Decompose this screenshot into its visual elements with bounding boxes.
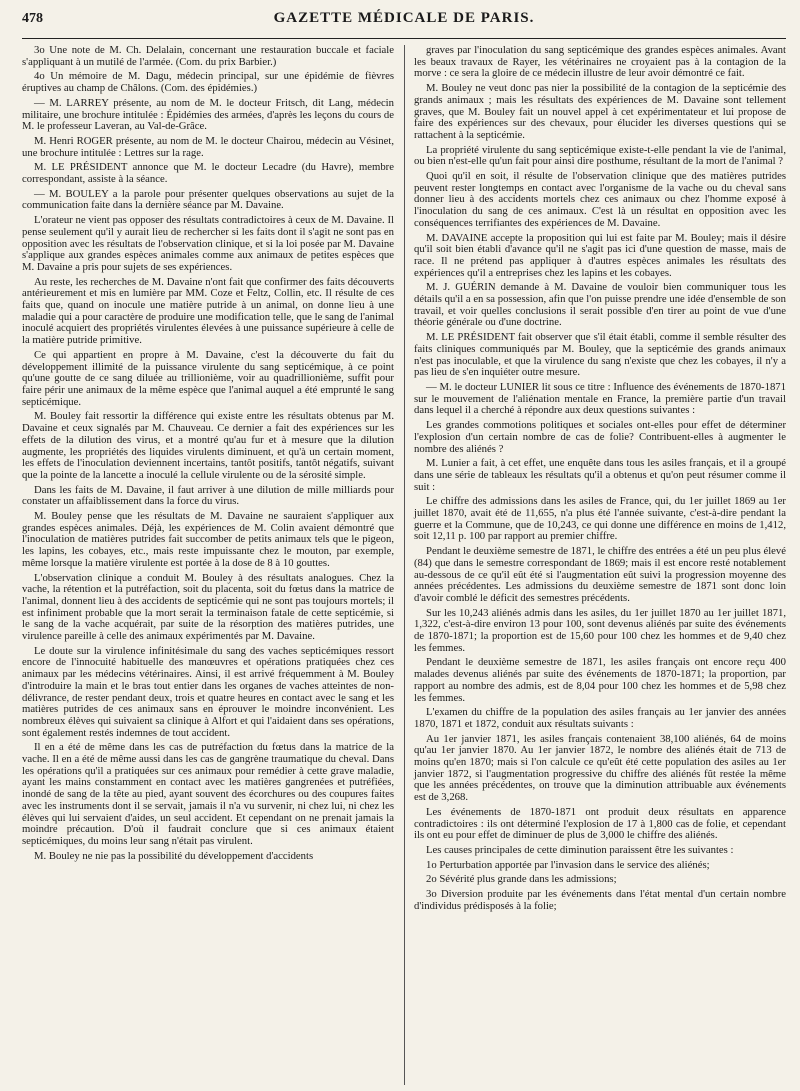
journal-title: GAZETTE MÉDICALE DE PARIS. — [273, 10, 535, 26]
paragraph: Quoi qu'il en soit, il résulte de l'observation clinique que des matières putrides peuvent rester longtemps en contact avec l'organisme de la vache ou du cheval sans donner lieu à des accidents mortels chez ces animaux ou chez l'homme exposé à l'inoculation du sang de ces animaux. C'est là un résultat en opposition avec les conséquences terrifiantes des expériences de M. Davaine. — [414, 170, 786, 229]
paragraph: M. Lunier a fait, à cet effet, une enquête dans tous les asiles français, et il a groupé dans une série de tableaux les résultats qu'il a obtenus et qu'on peut résumer comme il suit : — [414, 457, 786, 493]
paragraph: Le chiffre des admissions dans les asiles de France, qui, du 1er juillet 1869 au 1er juillet 1870, avait été de 11,655, n'a plus été l'année suivante, c'est-à-dire pendant la guerre et la Commune, que de 10,243, ce qui donne une différence en moins de 1,412, soit 12,11 p. 100 par rapport au premier chiffre. — [414, 495, 786, 543]
paragraph: M. Bouley ne veut donc pas nier la possibilité de la contagion de la septicémie des grands animaux ; mais les résultats des expériences de M. Davaine sont tellement graves, que M. Bouley fait un nouvel appel à cet expérimentateur et lui propose de faire des expériences sur des chevaux, pour élucider les diverses questions qui se rattachent à la septicémie. — [414, 82, 786, 141]
paragraph: Au 1er janvier 1871, les asiles français contenaient 38,100 aliénés, 64 de moins qu'au 1er janvier 1870. Au 1er janvier 1872, le nombre des aliénés était de 713 de moins qu'en 1870; mais si l'on calcule ce qu'eût été cette population des asiles au 1er janvier 1872, si l'augmentation progressive du chiffre des aliénés fût restée la même que les années précédentes, on trouve que la diminution attribuable aux événements est de 3,268. — [414, 732, 786, 804]
paragraph: 1o Perturbation apportée par l'invasion dans le service des aliénés; — [426, 858, 710, 871]
paragraph: M. DAVAINE accepte la proposition qui lui est faite par M. Bouley; mais il désire qu'il soit bien établi d'avance qu'il ne s'agit pas ici d'une question de masse, mais de race. Il ne prétend pas appliquer à d'autres espèces animales les résultats des expériences qu'il a entreprises chez les lapins et les cobayes. — [414, 231, 786, 279]
paragraph: 3o Diversion produite par les événements dans l'état mental d'un certain nombre d'individus prédisposés à la folie; — [414, 888, 786, 912]
header-rule — [22, 38, 786, 39]
text-columns — [22, 45, 786, 1085]
paragraph: La propriété virulente du sang septicémique existe-t-elle pendant la vie de l'animal, ou bien n'est-elle qu'un fait pour ainsi dire posthume, résultant de la mort de l'animal ? — [414, 143, 786, 168]
paragraph: Pendant le deuxième semestre de 1871, les asiles français ont encore reçu 400 malades devenus aliénés par suite des événements de 1870-1871; la proportion, par rapport au nombre des admis, est de 8,04 pour 100 chez les hommes et de 5,98 chez les femmes. — [414, 656, 786, 704]
paragraph: M. Bouley fait ressortir la différence qui existe entre les résultats obtenus par M. Davaine et ceux signalés par M. Chauveau. Ce dernier a fait des expériences sur les effets de la dilution des virus, et a montré qu'au fur et à mesure que la dilution augmente, les propriétés des liquides virulents diminuent, et qu'à un certain moment, les effets de l'inoculation deviennent incertains, tantôt positifs, tantôt négatifs, suivant que la pointe de la lancette a inoculé la cellule virulente ou de la sérosité simple. — [22, 410, 394, 481]
paragraph: Les événements de 1870-1871 ont produit deux résultats en apparence contradictoires : ils ont déterminé l'explosion de 17 à 1,800 cas de folie, et cependant ils ont eu pour effet de diminuer de plus de 3,000 le chiffre des aliénés. — [414, 805, 786, 842]
paragraph: M. LE PRÉSIDENT fait observer que s'il était établi, comme il semble résulter des faits cliniques communiqués par M. Bouley, que la septicémie des grands animaux n'est pas inoculable, et que la virulence du sang n'existe que chez les cobayes, il n'y a pas lieu de s'en inquiéter outre mesure. — [414, 331, 786, 379]
paragraph: L'examen du chiffre de la population des asiles français au 1er janvier des années 1870, 1871 et 1872, conduit aux résultats suivants : — [414, 706, 786, 730]
paragraph: Le doute sur la virulence infinitésimale du sang des vaches septicémiques ressort encore de l'innocuité habituelle des manœuvres et opérations pratiquées chez ces animaux par les médecins vétérinaires. Ainsi, il est arrivé fréquemment à M. Bouley d'introduire la main et le bras tout entier dans les organes de vaches atteintes de non-délivrance, de rester pendant deux, trois et quatre heures en contact avec le sang et les matières putrides de ces animaux sans en éprouver le moindre inconvénient. Les nombreux élèves qui suivaient sa clinique à Alfort et qui l'aidaient dans ses opérations, sont également restés indemnes de tout accident. — [22, 644, 394, 739]
paragraph: M. J. GUÉRIN demande à M. Davaine de vouloir bien communiquer tous les détails qu'il a en sa possession, afin que l'on puisse prendre une idée d'ensemble de son travail, et voir quelles conclusions il serait possible d'en tirer au point de vue d'une théorie générale ou d'une doctrine. — [414, 281, 786, 329]
paragraph: Il en a été de même dans les cas de putréfaction du fœtus dans la matrice de la vache. Il en a été de même aussi dans les cas de gangrène traumatique du cheval. Dans les opérations qu'il a pratiquées sur ces animaux pour remédier à cette grave maladie, ayant les mains constamment en contact avec les matières gangrenées et putréfiées, inondé de sang de la tête au pied, ayant souvent des écorchures ou des coupures faites avec les instruments dont il se servait, jamais il n'a vu survenir, ni chez lui, ni chez les élèves qui lui servaient d'aides, un seul accident. Et cependant on ne prenait jamais la moindre précaution. D'où il faudrait conclure que si ces animaux étaient septicémiques, du moins leur sang n'était pas virulent. — [22, 741, 394, 847]
paragraph: Ce qui appartient en propre à M. Davaine, c'est la découverte du fait du développement illimité de la puissance virulente du sang septicémique, à ce point qu'une goutte de ce sang diluée au trillionième, voir au quadrillionième, suffit pour faire périr une animaux de la même espèce que l'animal auquel a été emprunté le sang septicémique. — [22, 348, 394, 408]
paragraph: Au reste, les recherches de M. Davaine n'ont fait que confirmer des faits découverts antérieurement et mis en lumière par MM. Coze et Feltz, Collin, etc. Il résulte de ces faits que, quand on inocule une matière putride à un animal, on donne lieu à une maladie qui a pour caractère de produire une modification telle, que le sang de l'animal inoculé acquiert des propriétés virulentes élevées à une puissance supérieure à celle de la matière putride primitive. — [22, 275, 394, 347]
paragraph: — M. LARREY présente, au nom de M. le docteur Fritsch, dit Lang, médecin militaire, une brochure intitulée : Épidémies des armées, d'après les leçons du cours de M. le professeur Laveran, au Val-de-Grâce. — [22, 96, 394, 133]
paragraph: L'observation clinique a conduit M. Bouley à des résultats analogues. Chez la vache, la rétention et la putréfaction, soit du placenta, soit du fœtus dans la matrice de l'animal, donnent lieu à des accidents de septicémie qui ne sont pas toujours mortels; il est infiniment probable que la mort serait la terminaison fatale de cette septicémie, si le sang de la vache acquérait, par suite de la résorption des matières putrides, une virulence pareille à celle des animaux expérimentés par M. Davaine. — [22, 571, 394, 643]
paragraph: — M. le docteur LUNIER lit sous ce titre : Influence des événements de 1870-1871 sur le mouvement de l'aliénation mentale en France, la première partie d'un travail dans lequel il a cherché à répondre aux deux questions suivantes : — [414, 380, 786, 417]
paragraph: 4o Un mémoire de M. Dagu, médecin principal, sur une épidémie de fièvres éruptives au champ de Châlons. (Com. des épidémies.) — [22, 70, 394, 95]
paragraph: 3o Une note de M. Ch. Delalain, concernant une restauration buccale et faciale s'appliquant à un mutilé de l'armée. (Com. du prix Barbier.) — [22, 45, 394, 68]
paragraph: Dans les faits de M. Davaine, il faut arriver à une dilution de mille milliards pour constater un affaiblissement dans la force du virus. — [22, 483, 394, 508]
paragraph: Les causes principales de cette diminution paraissent être les suivantes : — [426, 844, 734, 856]
paragraph: Pendant le deuxième semestre de 1871, le chiffre des entrées a été un peu plus élevé (84) que dans le semestre correspondant de 1869; mais il est encore resté notablement au-dessous de ce qu'il eût été si l'augmentation eût suivi la progression moyenne des années précédentes. Les admissions du deuxième semestre de 1871 sont donc loin d'avoir comblé le déficit des semestres précédents. — [414, 545, 786, 604]
paragraph: M. LE PRÉSIDENT annonce que M. le docteur Lecadre (du Havre), membre correspondant, assiste à la séance. — [22, 161, 394, 186]
paragraph: Sur les 10,243 aliénés admis dans les asiles, du 1er juillet 1870 au 1er juillet 1871, 1,322, c'est-à-dire environ 13 pour 100, sont devenus aliénés par suite des événements de 1870-1871; la proportion est de 15,60 pour 100 chez les hommes et de 9,40 chez les femmes. — [414, 606, 786, 654]
paragraph: L'orateur ne vient pas opposer des résultats contradictoires à ceux de M. Davaine. Il pense seulement qu'il y aurait lieu de rechercher si les faits dont il s'agit ne sont pas en opposition avec les résultats de l'observation clinique, et si la loi posée par M. Davaine s'applique aux grandes espèces animales comme aux animaux de petites espèces que M. Davaine a pris pour sujets de ses expériences. — [22, 214, 394, 273]
paragraph: M. Henri ROGER présente, au nom de M. le docteur Chairou, médecin au Vésinet, une brochure intitulée : Lettres sur la rage. — [22, 134, 394, 159]
paragraph: M. Bouley ne nie pas la possibilité du développement d'accidents — [34, 849, 314, 862]
page-number: 478 — [22, 11, 43, 26]
right-column — [414, 45, 786, 1085]
column-divider — [404, 45, 405, 1085]
left-column — [22, 45, 394, 1085]
paragraph: Les grandes commotions politiques et sociales ont-elles pour effet de déterminer l'explosion d'un certain nombre de cas de folie? Contribuent-elles à augmenter le nombre des aliénés ? — [414, 419, 786, 455]
paragraph: graves par l'inoculation du sang septicémique des grandes espèces animales. Avant les beaux travaux de Rayer, les vétérinaires ne croyaient pas à la contagion de la morve : ce sera la gloire de ce médecin illustre de leur avoir démontré ce fait. — [414, 45, 786, 80]
paragraph: — M. BOULEY a la parole pour présenter quelques observations au sujet de la communication faite dans la dernière séance par M. Davaine. — [22, 187, 394, 212]
paragraph: 2o Sévérité plus grande dans les admissions; — [426, 873, 617, 886]
page-header — [22, 10, 786, 32]
paragraph: M. Bouley pense que les résultats de M. Davaine ne sauraient s'appliquer aux grandes espèces animales. Déjà, les expériences de M. Colin avaient démontré que l'inoculation de matières putrides fait succomber de petits animaux tels que le pigeon, les lapins, les cobayes, etc., mais reste impuissante chez le mouton, par exemple, même lorsque la matière virulente est portée à la dose de 8 à 10 gouttes. — [22, 510, 394, 569]
